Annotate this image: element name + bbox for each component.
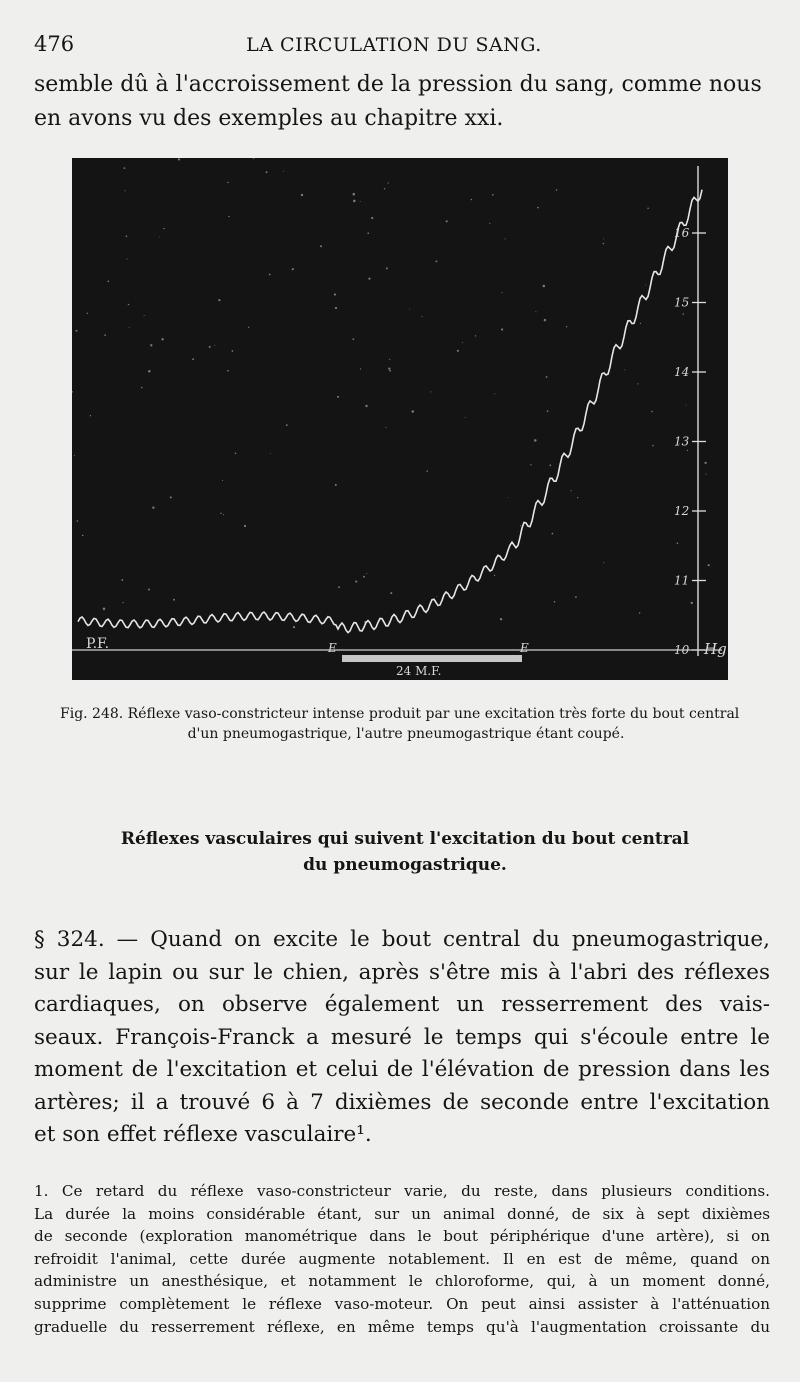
plate-speck — [462, 342, 463, 343]
scale-tick-label: 11 — [674, 573, 690, 588]
plate-speck — [505, 238, 506, 239]
plate-speck — [170, 496, 172, 498]
plate-speck — [388, 182, 389, 183]
plate-speck — [471, 199, 473, 201]
plate-speck — [687, 450, 688, 451]
plate-speck — [386, 267, 388, 269]
plate-speck — [218, 299, 220, 301]
plate-speck — [465, 417, 466, 418]
plate-speck — [286, 424, 288, 426]
plate-speck — [371, 217, 373, 219]
tracing-plate — [72, 158, 728, 680]
plate-speck — [475, 335, 476, 336]
plate-speck — [494, 575, 495, 576]
plate-speck — [103, 608, 106, 611]
plate-speck — [422, 316, 423, 317]
plate-speck — [577, 497, 578, 498]
plate-speck — [293, 626, 295, 628]
plate-speck — [270, 453, 271, 454]
plate-speck — [320, 245, 322, 247]
plate-speck — [148, 589, 150, 591]
plate-speck — [76, 330, 78, 332]
plate-speck — [209, 346, 211, 348]
plate-speck — [575, 596, 577, 598]
plate-speck — [603, 239, 604, 240]
plate-speck — [150, 344, 152, 346]
plate-speck — [549, 464, 551, 466]
scale-tick-label: 14 — [674, 365, 690, 379]
plate-speck — [683, 313, 685, 315]
intro-line: en avons vu des exemples au chapitre xxi. — [34, 106, 504, 131]
plate-background — [72, 158, 728, 680]
plate-speck — [192, 358, 194, 360]
body-line: cardiaques, on observe également un resserrement des vais- — [34, 992, 770, 1017]
running-title: LA CIRCULATION DU SANG. — [246, 34, 542, 56]
intro-line: semble dû à l'accroissement de la pression du sang, comme nous — [34, 72, 762, 97]
plate-speck — [124, 167, 126, 169]
section-title-line: Réflexes vasculaires qui suivent l'excitation du bout central — [120, 829, 690, 849]
plate-speck — [227, 370, 229, 372]
plate-speck — [520, 525, 521, 526]
plate-speck — [708, 564, 710, 566]
plate-speck — [704, 462, 706, 464]
scale-unit: Hg — [704, 640, 727, 658]
plate-speck — [128, 304, 130, 306]
page-header — [34, 30, 754, 60]
plate-speck — [651, 411, 653, 413]
plate-speck — [107, 280, 109, 282]
body-line: artères; il a trouvé 6 à 7 dixièmes de seconde entre l'excitation — [34, 1089, 770, 1115]
plate-speck — [530, 464, 531, 465]
plate-speck — [228, 216, 229, 217]
plate-speck — [645, 284, 646, 285]
plate-speck — [235, 453, 237, 455]
scale-tick-label: 12 — [674, 504, 690, 518]
plate-speck — [148, 370, 151, 373]
plate-speck — [652, 445, 654, 447]
plate-speck — [223, 514, 224, 515]
scale-tick-label: 10 — [674, 643, 690, 657]
plate-speck — [492, 194, 494, 196]
plate-speck — [639, 612, 640, 613]
plate-speck — [335, 307, 337, 309]
plate-speck — [501, 328, 503, 330]
footnote-line: de seconde (exploration manométrique dans le bout périphérique d'une artère), si on — [34, 1227, 770, 1246]
plate-speck — [543, 285, 546, 288]
stimulus-bar — [342, 655, 522, 662]
plate-speck — [161, 338, 163, 340]
plate-speck — [355, 581, 357, 583]
plate-speck — [547, 410, 549, 412]
label-stimulus: 24 M.F. — [396, 664, 442, 678]
plate-speck — [495, 393, 496, 394]
plate-speck — [409, 309, 410, 310]
page-number: 476 — [34, 32, 75, 56]
plate-speck — [77, 520, 79, 522]
plate-speck — [104, 334, 106, 336]
plate-speck — [353, 200, 356, 203]
body-line: § 324. — Quand on excite le bout central du pneumogastrique, — [34, 927, 770, 952]
plate-speck — [500, 618, 502, 620]
plate-speck — [163, 228, 164, 229]
plate-speck — [603, 243, 604, 244]
caption-line: d'un pneumogastrique, l'autre pneumogastrique étant coupé. — [187, 726, 625, 742]
scale-tick-label: 15 — [674, 295, 690, 310]
plate-speck — [248, 327, 249, 328]
plate-speck — [677, 543, 679, 545]
body-line: et son effet réflexe vasculaire¹. — [34, 1122, 372, 1147]
plate-speck — [335, 484, 337, 486]
plate-speck — [363, 576, 365, 578]
plate-speck — [352, 338, 354, 340]
plate-speck — [436, 596, 437, 597]
plate-speck — [508, 497, 509, 498]
plate-speck — [446, 220, 448, 222]
scale-tick-label: 13 — [674, 434, 690, 449]
plate-speck — [489, 223, 490, 224]
plate-speck — [385, 427, 386, 428]
plate-speck — [360, 201, 361, 202]
plate-speck — [546, 376, 548, 378]
section-title — [60, 826, 750, 878]
body-line: moment de l'excitation et celui de l'élévation de pression dans les — [34, 1057, 770, 1082]
plate-speck — [353, 193, 356, 196]
plate-speck — [566, 326, 567, 327]
plate-speck — [141, 387, 143, 389]
plate-speck — [554, 601, 556, 603]
plate-speck — [388, 367, 390, 369]
plate-speck — [222, 480, 223, 481]
plate-speck — [337, 396, 339, 398]
plate-speck — [637, 383, 638, 384]
plate-speck — [121, 579, 123, 581]
plate-speck — [647, 208, 649, 210]
plate-speck — [534, 439, 537, 442]
footnote-line: La durée la moins considérable étant, sur un animal donné, de six à sept dixièmes — [34, 1204, 770, 1223]
label-pf: P.F. — [86, 636, 110, 652]
plate-speck — [159, 237, 160, 238]
plate-speck — [691, 602, 693, 604]
caption-line: Fig. 248. Réflexe vaso-constricteur intense produit par une excitation très forte du bout central — [60, 706, 740, 722]
plate-speck — [603, 562, 604, 563]
footnote-line: 1. Ce retard du réflexe vaso-constricteur varie, du reste, dans plusieurs conditions. — [34, 1182, 770, 1200]
footnote-line: refroidit l'animal, cette durée augmente notablement. Il en est de même, quand on — [34, 1249, 770, 1268]
plate-speck — [152, 507, 154, 509]
plate-speck — [552, 533, 554, 535]
plate-speck — [338, 586, 340, 588]
plate-speck — [535, 311, 536, 312]
plate-speck — [390, 592, 392, 594]
plate-speck — [292, 268, 294, 270]
plate-speck — [87, 313, 88, 314]
plate-speck — [220, 513, 221, 514]
plate-speck — [412, 410, 415, 413]
label-e-end: E — [520, 641, 529, 655]
section-title-line: du pneumogastrique. — [303, 855, 507, 875]
plate-speck — [82, 535, 84, 537]
plate-speck — [129, 327, 130, 328]
plate-speck — [173, 599, 175, 601]
plate-speck — [705, 474, 706, 475]
plate-speck — [366, 573, 367, 574]
plate-speck — [556, 189, 558, 191]
plate-speck — [368, 278, 370, 280]
plate-speck — [127, 258, 128, 259]
plate-speck — [640, 323, 641, 324]
plate-speck — [624, 369, 625, 370]
plate-speck — [269, 274, 271, 276]
plate-speck — [126, 235, 128, 237]
footnote-line: administre un anesthésique, et notamment le chloroforme, qui, à un moment donné, — [34, 1272, 770, 1291]
footnote-line: supprime complètement le réflexe vaso-moteur. On peut ainsi assister à l'atténuation — [34, 1294, 770, 1313]
plate-speck — [457, 350, 459, 352]
main-paragraph — [34, 924, 770, 1152]
body-line: seaux. François-Franck a mesuré le temps qui s'écoule entre le — [34, 1024, 770, 1050]
scale-tick-label: 16 — [674, 226, 690, 240]
plate-speck — [537, 207, 539, 209]
plate-speck — [435, 260, 437, 262]
plate-speck — [74, 455, 75, 456]
label-e-start: E — [328, 641, 337, 655]
plate-speck — [178, 158, 180, 160]
plate-speck — [686, 404, 687, 405]
plate-speck — [389, 359, 390, 360]
plate-speck — [244, 525, 246, 527]
plate-speck — [283, 171, 284, 172]
plate-speck — [426, 470, 428, 472]
plate-speck — [232, 350, 234, 352]
plate-speck — [301, 194, 303, 196]
plate-speck — [334, 293, 336, 295]
plate-speck — [501, 292, 502, 293]
plate-speck — [544, 319, 546, 321]
plate-speck — [124, 190, 125, 191]
plate-speck — [365, 405, 367, 407]
plate-speck — [214, 345, 215, 346]
plate-speck — [367, 232, 369, 234]
plate-speck — [571, 490, 572, 491]
plate-speck — [122, 602, 123, 603]
plate-speck — [389, 370, 391, 372]
plate-speck — [430, 391, 431, 392]
plate-speck — [384, 188, 385, 189]
plate-speck — [144, 315, 145, 316]
plate-speck — [90, 415, 91, 416]
footnote-line: graduelle du resserrement réflexe, en même temps qu'à l'augmentation croissante du — [34, 1317, 770, 1336]
body-line: sur le lapin ou sur le chien, après s'être mis à l'abri des réflexes — [34, 959, 770, 985]
intro-paragraph — [34, 68, 764, 136]
figure-248-tracing — [72, 158, 728, 680]
plate-speck — [227, 182, 228, 183]
figure-caption — [60, 704, 752, 744]
plate-speck — [266, 171, 268, 173]
plate-speck — [360, 368, 361, 369]
footnote — [34, 1180, 770, 1338]
